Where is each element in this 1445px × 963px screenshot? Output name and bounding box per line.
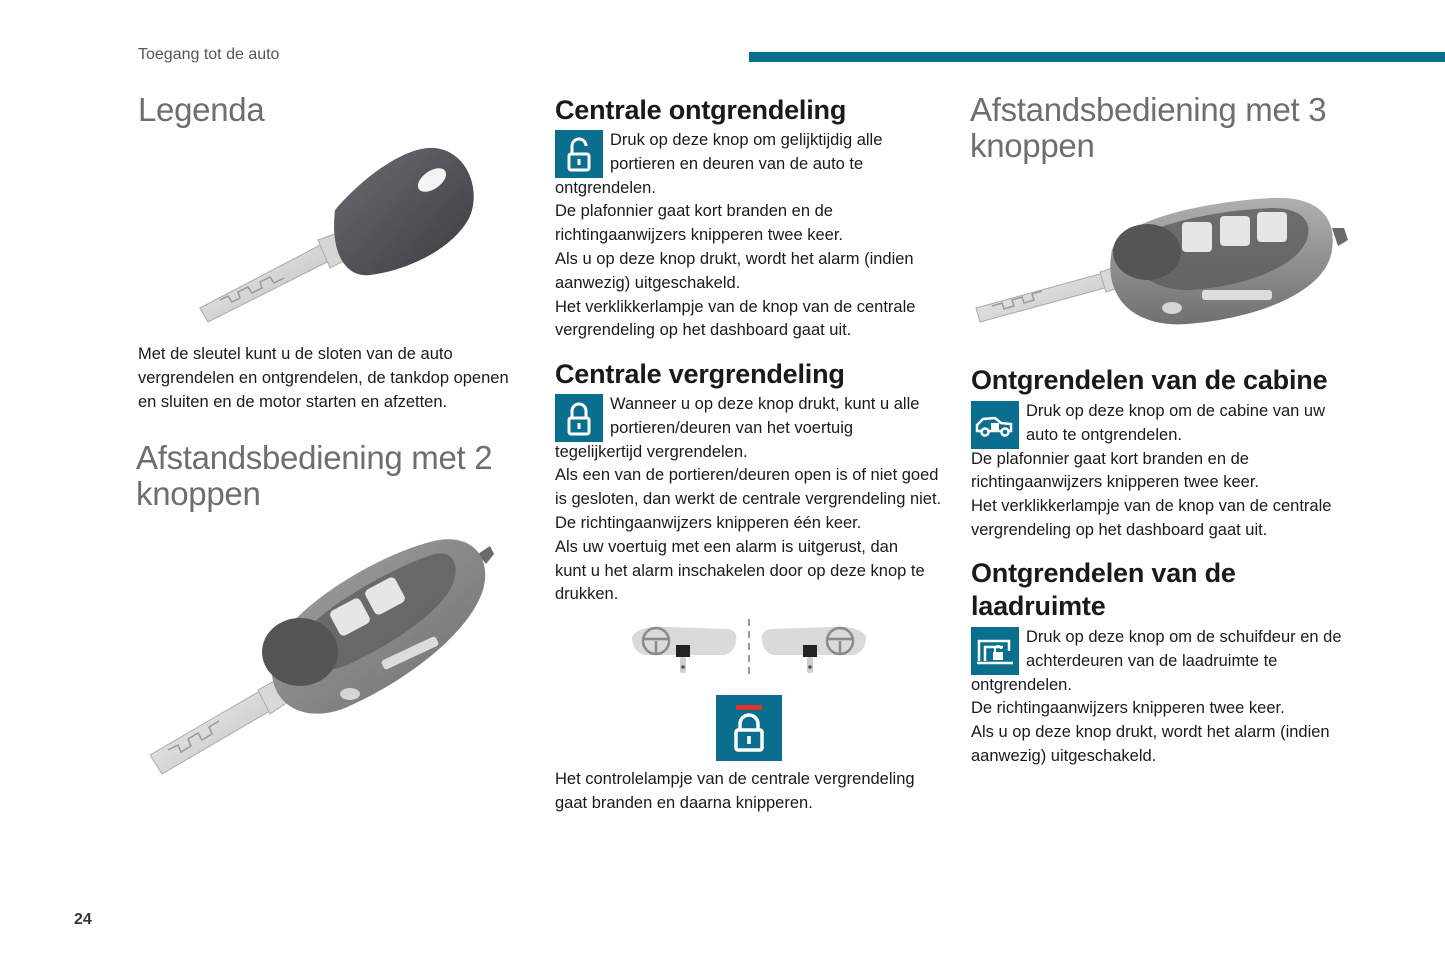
cabin-unlocking-heading: Ontgrendelen van de cabine xyxy=(971,365,1328,395)
central-unlocking-heading: Centrale ontgrendeling xyxy=(555,95,847,125)
text-line: De richtingaanwijzers knipperen één keer. xyxy=(555,513,862,532)
central-locking-text xyxy=(555,393,941,607)
text-line: achterdeuren van de laadruimte te xyxy=(1026,651,1278,670)
text-line: richtingaanwijzers knipperen twee keer. xyxy=(555,226,843,245)
text-line: kunt u het alarm inschakelen door op deze knop te xyxy=(555,561,925,580)
text-line: Als u op deze knop drukt, wordt het alarm (indien xyxy=(971,723,1330,742)
central-locking-heading: Centrale vergrendeling xyxy=(555,359,845,389)
cargo-unlocking-text xyxy=(971,626,1342,769)
legend-heading: Legenda xyxy=(138,91,265,128)
lock-button-indicator-icon xyxy=(716,695,782,761)
heading-line: Afstandsbediening met 3 xyxy=(970,91,1327,128)
text-line: richtingaanwijzers knipperen twee keer. xyxy=(971,473,1259,492)
text-line: tegelijkertijd vergrendelen. xyxy=(555,442,748,461)
text-line: Het verklikkerlampje van de knop van de centrale xyxy=(971,497,1332,516)
text-line: Als uw voertuig met een alarm is uitgerust, dan xyxy=(555,537,898,556)
text-line: Druk op deze knop om gelijktijdig alle xyxy=(610,131,883,149)
text-line: Met de sleutel kunt u de sloten van de auto xyxy=(138,345,453,363)
text-line: auto te ontgrendelen. xyxy=(1026,425,1182,444)
text-line: is gesloten, dan werkt de centrale vergrendeling niet. xyxy=(555,490,942,509)
text-line: ontgrendelen. xyxy=(971,675,1072,694)
text-line: drukken. xyxy=(555,585,619,604)
central-unlocking-text xyxy=(555,129,915,343)
remote-3-buttons-heading xyxy=(970,92,1326,164)
cabin-unlocking-text xyxy=(971,400,1331,543)
key-description xyxy=(138,343,518,414)
text-line: Druk op deze knop om de schuifdeur en de xyxy=(1026,628,1342,646)
text-line: Het controlelampje van de centrale vergrendeling xyxy=(555,770,915,788)
page-number: 24 xyxy=(74,911,92,928)
dashboard-lock-indicator-diagram xyxy=(628,615,870,679)
text-line: Als een van de portieren/deuren open is of niet goed xyxy=(555,466,939,485)
text-line: De plafonnier gaat kort branden en de xyxy=(971,449,1249,468)
text-line: portieren/deuren van het voertuig xyxy=(610,418,854,437)
text-line: Het verklikkerlampje van de knop van de centrale xyxy=(555,297,916,316)
text-line: ontgrendelen. xyxy=(555,178,656,197)
header-accent-bar xyxy=(749,52,1445,62)
text-line: vergrendeling op het dashboard gaat uit. xyxy=(555,321,852,340)
text-line: Wanneer u op deze knop drukt, kunt u alle xyxy=(610,395,920,413)
heading-line: knoppen xyxy=(136,475,261,512)
text-line: Druk op deze knop om de cabine van uw xyxy=(1026,402,1326,420)
remote-3-buttons-illustration xyxy=(972,190,1352,340)
running-header: Toegang tot de auto xyxy=(138,46,280,63)
text-line: De plafonnier gaat kort branden en de xyxy=(555,202,833,221)
key-illustration xyxy=(190,140,490,340)
text-line: De richtingaanwijzers knipperen twee keer. xyxy=(971,699,1285,718)
text-line: portieren en deuren van de auto te xyxy=(610,154,864,173)
heading-line: knoppen xyxy=(970,127,1095,164)
text-line: gaat branden en daarna knipperen. xyxy=(555,793,813,812)
heading-line: Ontgrendelen van de xyxy=(971,558,1236,588)
heading-line: laadruimte xyxy=(971,591,1106,621)
cargo-unlocking-heading xyxy=(971,557,1236,623)
text-line: vergrendelen en ontgrendelen, de tankdop openen xyxy=(138,368,509,387)
remote-2-buttons-illustration xyxy=(140,530,520,780)
remote-2-buttons-heading xyxy=(136,440,492,512)
text-line: aanwezig) uitgeschakeld. xyxy=(971,746,1157,765)
text-line: en sluiten en de motor starten en afzetten. xyxy=(138,392,448,411)
text-line: aanwezig) uitgeschakeld. xyxy=(555,273,741,292)
indicator-text xyxy=(555,768,915,816)
text-line: vergrendeling op het dashboard gaat uit. xyxy=(971,520,1268,539)
text-line: Als u op deze knop drukt, wordt het alarm (indien xyxy=(555,249,914,268)
heading-line: Afstandsbediening met 2 xyxy=(136,439,493,476)
